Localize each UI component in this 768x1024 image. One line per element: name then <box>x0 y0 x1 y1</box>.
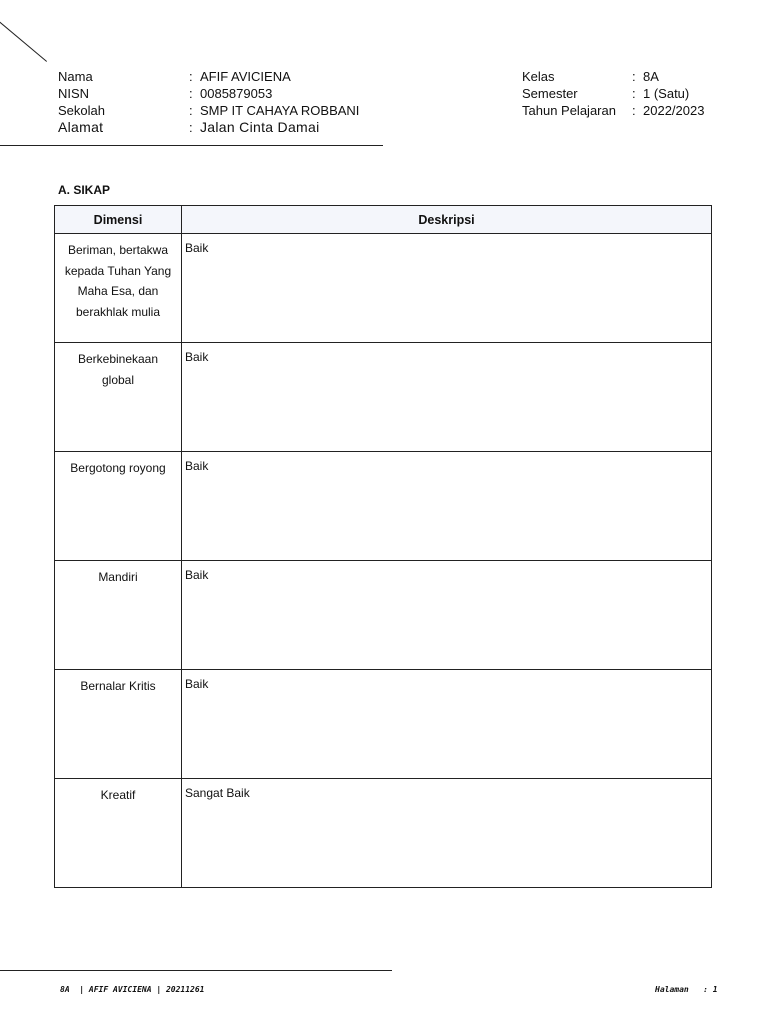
table-row <box>55 670 712 779</box>
info-row-sekolah <box>58 102 359 119</box>
semester-label: Semester <box>522 86 578 101</box>
separator: : <box>189 103 193 118</box>
alamat-value: Jalan Cinta Damai <box>200 119 320 135</box>
footer-page-number: Halaman : 1 <box>655 985 718 994</box>
separator: : <box>189 120 193 135</box>
footer-student-info: 8A | AFIF AVICIENA | 20211261 <box>60 985 205 994</box>
deskripsi-cell: Baik <box>182 452 712 561</box>
section-title: A. SIKAP <box>58 183 111 197</box>
kelas-label: Kelas <box>522 69 555 84</box>
nama-value: AFIF AVICIENA <box>200 69 291 84</box>
dimensi-cell: Beriman, bertakwa kepada Tuhan Yang Maha Esa, dan berakhlak mulia <box>55 234 182 343</box>
nama-label: Nama <box>58 69 93 84</box>
header-dimensi: Dimensi <box>55 206 182 234</box>
alamat-label: Alamat <box>58 119 104 135</box>
corner-decoration-line <box>0 20 47 62</box>
nisn-value: 0085879053 <box>200 86 273 101</box>
tahun-pelajaran-label: Tahun Pelajaran <box>522 103 616 118</box>
tahun-pelajaran-value: 2022/2023 <box>643 103 705 118</box>
deskripsi-cell: Baik <box>182 343 712 452</box>
info-row-tahun-pelajaran <box>522 102 704 119</box>
deskripsi-cell: Baik <box>182 234 712 343</box>
student-info-left <box>58 68 359 136</box>
info-row-semester <box>522 85 704 102</box>
table-header-row <box>55 206 712 234</box>
table-row <box>55 452 712 561</box>
header-deskripsi: Deskripsi <box>182 206 712 234</box>
info-row-kelas <box>522 68 704 85</box>
table-row <box>55 343 712 452</box>
dimensi-cell: Berkebinekaan global <box>55 343 182 452</box>
dimensi-cell: Mandiri <box>55 561 182 670</box>
sikap-table <box>54 205 712 888</box>
table-row <box>55 561 712 670</box>
nisn-label: NISN <box>58 86 90 101</box>
semester-value: 1 (Satu) <box>643 86 690 101</box>
deskripsi-cell: Sangat Baik <box>182 779 712 888</box>
student-info-right <box>522 68 704 119</box>
separator: : <box>189 69 193 84</box>
dimensi-cell: Kreatif <box>55 779 182 888</box>
table-row <box>55 234 712 343</box>
sekolah-label: Sekolah <box>58 103 105 118</box>
table-row <box>55 779 712 888</box>
deskripsi-cell: Baik <box>182 670 712 779</box>
separator: : <box>189 86 193 101</box>
header-divider <box>0 145 383 146</box>
separator: : <box>632 69 636 84</box>
separator: : <box>632 86 636 101</box>
dimensi-cell: Bergotong royong <box>55 452 182 561</box>
deskripsi-cell: Baik <box>182 561 712 670</box>
info-row-alamat <box>58 119 359 136</box>
info-row-nisn <box>58 85 359 102</box>
dimensi-cell: Bernalar Kritis <box>55 670 182 779</box>
info-row-nama <box>58 68 359 85</box>
sekolah-value: SMP IT CAHAYA ROBBANI <box>200 103 360 118</box>
separator: : <box>632 103 636 118</box>
kelas-value: 8A <box>643 69 659 84</box>
footer-divider <box>0 970 392 971</box>
